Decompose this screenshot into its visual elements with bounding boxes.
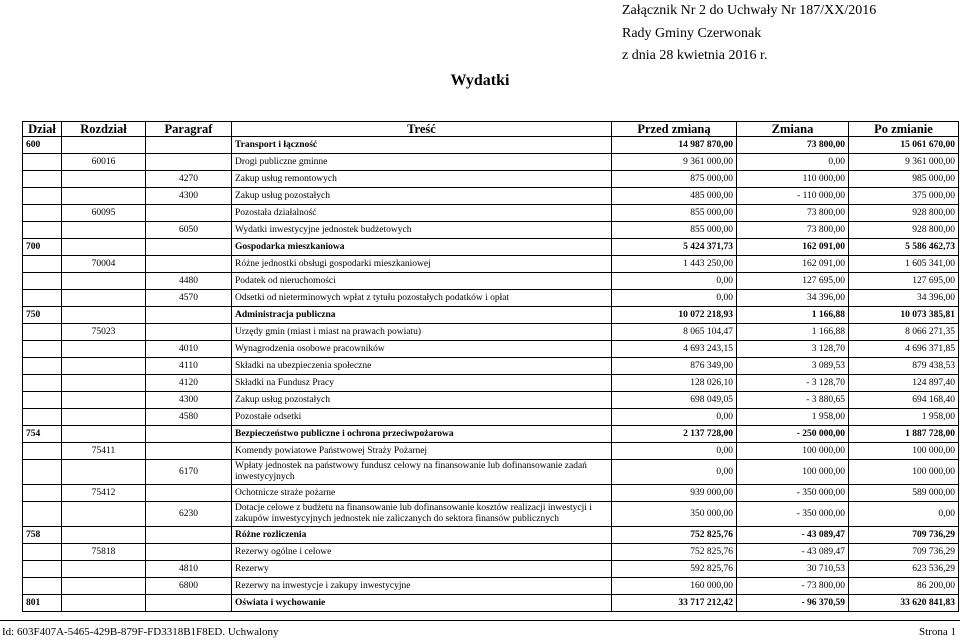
cell-rozdzial — [62, 290, 146, 307]
cell-po-zmianie: 709 736,29 — [849, 544, 959, 561]
cell-paragraf: 4120 — [146, 375, 232, 392]
table-row — [23, 273, 959, 290]
cell-tresc: Rezerwy — [232, 561, 612, 578]
cell-dzial — [23, 578, 62, 595]
cell-rozdzial: 70004 — [62, 256, 146, 273]
cell-dzial: 758 — [23, 527, 62, 544]
cell-przed-zmiana: 128 026,10 — [612, 375, 737, 392]
cell-przed-zmiana: 0,00 — [612, 460, 737, 485]
cell-paragraf: 4570 — [146, 290, 232, 307]
cell-dzial — [23, 460, 62, 485]
cell-rozdzial — [62, 392, 146, 409]
cell-przed-zmiana: 0,00 — [612, 290, 737, 307]
cell-zmiana: 0,00 — [737, 154, 849, 171]
cell-zmiana: 1 166,88 — [737, 324, 849, 341]
table-row — [23, 239, 959, 256]
cell-dzial — [23, 324, 62, 341]
cell-zmiana: - 250 000,00 — [737, 426, 849, 443]
cell-tresc: Drogi publiczne gminne — [232, 154, 612, 171]
cell-przed-zmiana: 592 825,76 — [612, 561, 737, 578]
cell-rozdzial — [62, 426, 146, 443]
cell-tresc: Pozostałe odsetki — [232, 409, 612, 426]
cell-przed-zmiana: 855 000,00 — [612, 222, 737, 239]
cell-dzial — [23, 290, 62, 307]
cell-po-zmianie: 1 958,00 — [849, 409, 959, 426]
cell-zmiana: 100 000,00 — [737, 443, 849, 460]
cell-zmiana: 162 091,00 — [737, 256, 849, 273]
cell-dzial: 700 — [23, 239, 62, 256]
cell-tresc: Zakup usług remontowych — [232, 171, 612, 188]
cell-rozdzial — [62, 307, 146, 324]
page-footer — [0, 620, 960, 638]
header-dzial: Dział — [23, 122, 62, 137]
cell-paragraf — [146, 426, 232, 443]
cell-zmiana: - 110 000,00 — [737, 188, 849, 205]
cell-po-zmianie: 879 438,53 — [849, 358, 959, 375]
cell-dzial: 750 — [23, 307, 62, 324]
cell-przed-zmiana: 1 443 250,00 — [612, 256, 737, 273]
header-rozdzial: Rozdział — [62, 122, 146, 137]
cell-dzial — [23, 222, 62, 239]
cell-rozdzial — [62, 561, 146, 578]
cell-dzial — [23, 544, 62, 561]
cell-paragraf: 4580 — [146, 409, 232, 426]
cell-po-zmianie: 124 897,40 — [849, 375, 959, 392]
cell-po-zmianie: 4 696 371,85 — [849, 341, 959, 358]
cell-tresc: Bezpieczeństwo publiczne i ochrona przeciwpożarowa — [232, 426, 612, 443]
cell-paragraf — [146, 307, 232, 324]
cell-po-zmianie: 1 605 341,00 — [849, 256, 959, 273]
cell-paragraf — [146, 485, 232, 502]
cell-zmiana: 3 128,70 — [737, 341, 849, 358]
cell-zmiana: 127 695,00 — [737, 273, 849, 290]
cell-tresc: Składki na ubezpieczenia społeczne — [232, 358, 612, 375]
cell-dzial — [23, 171, 62, 188]
header-zmiana: Zmiana — [737, 122, 849, 137]
cell-zmiana: - 350 000,00 — [737, 485, 849, 502]
cell-rozdzial — [62, 239, 146, 256]
cell-tresc: Oświata i wychowanie — [232, 595, 612, 612]
cell-dzial — [23, 443, 62, 460]
table-row — [23, 341, 959, 358]
cell-tresc: Rezerwy na inwestycje i zakupy inwestycyjne — [232, 578, 612, 595]
cell-rozdzial — [62, 595, 146, 612]
cell-paragraf: 4810 — [146, 561, 232, 578]
cell-po-zmianie: 589 000,00 — [849, 485, 959, 502]
cell-paragraf — [146, 154, 232, 171]
cell-rozdzial — [62, 171, 146, 188]
table-header-row — [23, 122, 959, 137]
cell-paragraf — [146, 595, 232, 612]
table-row — [23, 256, 959, 273]
cell-paragraf: 4270 — [146, 171, 232, 188]
cell-zmiana: - 3 880,65 — [737, 392, 849, 409]
cell-przed-zmiana: 0,00 — [612, 409, 737, 426]
cell-przed-zmiana: 160 000,00 — [612, 578, 737, 595]
table-row — [23, 460, 959, 485]
cell-po-zmianie: 100 000,00 — [849, 460, 959, 485]
cell-rozdzial — [62, 273, 146, 290]
cell-dzial: 600 — [23, 137, 62, 154]
cell-przed-zmiana: 2 137 728,00 — [612, 426, 737, 443]
cell-rozdzial: 75411 — [62, 443, 146, 460]
table-row — [23, 502, 959, 527]
cell-zmiana: 100 000,00 — [737, 460, 849, 485]
cell-paragraf — [146, 443, 232, 460]
cell-po-zmianie: 928 800,00 — [849, 205, 959, 222]
cell-rozdzial — [62, 341, 146, 358]
table-row — [23, 137, 959, 154]
cell-tresc: Wydatki inwestycyjne jednostek budżetowych — [232, 222, 612, 239]
cell-zmiana: - 43 089,47 — [737, 527, 849, 544]
cell-przed-zmiana: 9 361 000,00 — [612, 154, 737, 171]
table-row — [23, 485, 959, 502]
cell-dzial — [23, 561, 62, 578]
cell-przed-zmiana: 10 072 218,93 — [612, 307, 737, 324]
page-title: Wydatki — [450, 72, 510, 89]
cell-paragraf — [146, 205, 232, 222]
cell-rozdzial — [62, 222, 146, 239]
cell-rozdzial — [62, 188, 146, 205]
cell-rozdzial: 60095 — [62, 205, 146, 222]
table-row — [23, 375, 959, 392]
cell-tresc: Podatek od nieruchomości — [232, 273, 612, 290]
cell-po-zmianie: 33 620 841,83 — [849, 595, 959, 612]
cell-zmiana: 73 800,00 — [737, 137, 849, 154]
cell-po-zmianie: 694 168,40 — [849, 392, 959, 409]
cell-rozdzial — [62, 527, 146, 544]
cell-zmiana: 30 710,53 — [737, 561, 849, 578]
cell-rozdzial — [62, 375, 146, 392]
cell-paragraf — [146, 324, 232, 341]
cell-po-zmianie: 86 200,00 — [849, 578, 959, 595]
table-row — [23, 222, 959, 239]
cell-tresc: Rezerwy ogólne i celowe — [232, 544, 612, 561]
cell-przed-zmiana: 939 000,00 — [612, 485, 737, 502]
cell-zmiana: 3 089,53 — [737, 358, 849, 375]
table-row — [23, 544, 959, 561]
cell-tresc: Transport i łączność — [232, 137, 612, 154]
cell-tresc: Urzędy gmin (miast i miast na prawach powiatu) — [232, 324, 612, 341]
cell-dzial — [23, 154, 62, 171]
cell-rozdzial — [62, 502, 146, 527]
attachment-line-1: Załącznik Nr 2 do Uchwały Nr 187/XX/2016 — [622, 3, 877, 18]
cell-po-zmianie: 5 586 462,73 — [849, 239, 959, 256]
cell-tresc: Zakup usług pozostałych — [232, 188, 612, 205]
cell-dzial: 801 — [23, 595, 62, 612]
cell-rozdzial — [62, 409, 146, 426]
cell-po-zmianie: 1 887 728,00 — [849, 426, 959, 443]
cell-paragraf: 6230 — [146, 502, 232, 527]
cell-tresc: Dotacje celowe z budżetu na finansowanie lub dofinansowanie kosztów realizacji inwestycji i zakupów inwestycyjnych jednostek nie zaliczanych do sektora finansów publicznych — [232, 502, 612, 527]
cell-paragraf — [146, 544, 232, 561]
cell-po-zmianie: 34 396,00 — [849, 290, 959, 307]
cell-przed-zmiana: 8 065 104,47 — [612, 324, 737, 341]
cell-paragraf: 4480 — [146, 273, 232, 290]
cell-paragraf: 4010 — [146, 341, 232, 358]
attachment-header — [622, 0, 876, 68]
cell-po-zmianie: 985 000,00 — [849, 171, 959, 188]
cell-dzial — [23, 341, 62, 358]
attachment-line-3: z dnia 28 kwietnia 2016 r. — [622, 48, 768, 63]
cell-dzial — [23, 485, 62, 502]
cell-zmiana: - 43 089,47 — [737, 544, 849, 561]
cell-przed-zmiana: 0,00 — [612, 273, 737, 290]
cell-tresc: Gospodarka mieszkaniowa — [232, 239, 612, 256]
cell-dzial — [23, 273, 62, 290]
cell-po-zmianie: 127 695,00 — [849, 273, 959, 290]
cell-tresc: Składki na Fundusz Pracy — [232, 375, 612, 392]
cell-przed-zmiana: 875 000,00 — [612, 171, 737, 188]
cell-rozdzial — [62, 578, 146, 595]
header-tresc: Treść — [232, 122, 612, 137]
cell-po-zmianie: 10 073 385,81 — [849, 307, 959, 324]
cell-zmiana: - 96 370,59 — [737, 595, 849, 612]
cell-tresc: Pozostała działalność — [232, 205, 612, 222]
cell-paragraf: 4300 — [146, 392, 232, 409]
cell-rozdzial: 60016 — [62, 154, 146, 171]
cell-tresc: Ochotnicze straże pożarne — [232, 485, 612, 502]
cell-paragraf: 6050 — [146, 222, 232, 239]
document-id: Id: 603F407A-5465-429B-879F-FD3318B1F8ED. Uchwalony — [2, 626, 279, 638]
cell-po-zmianie: 0,00 — [849, 502, 959, 527]
header-paragraf: Paragraf — [146, 122, 232, 137]
cell-dzial — [23, 358, 62, 375]
cell-tresc: Różne jednostki obsługi gospodarki mieszkaniowej — [232, 256, 612, 273]
cell-po-zmianie: 623 536,29 — [849, 561, 959, 578]
cell-tresc: Różne rozliczenia — [232, 527, 612, 544]
cell-zmiana: 34 396,00 — [737, 290, 849, 307]
cell-tresc: Zakup usług pozostałych — [232, 392, 612, 409]
cell-zmiana: 1 166,88 — [737, 307, 849, 324]
cell-zmiana: 110 000,00 — [737, 171, 849, 188]
cell-po-zmianie: 928 800,00 — [849, 222, 959, 239]
cell-paragraf — [146, 239, 232, 256]
cell-przed-zmiana: 4 693 243,15 — [612, 341, 737, 358]
cell-paragraf: 4110 — [146, 358, 232, 375]
cell-dzial — [23, 205, 62, 222]
cell-tresc: Komendy powiatowe Państwowej Straży Pożarnej — [232, 443, 612, 460]
cell-przed-zmiana: 855 000,00 — [612, 205, 737, 222]
cell-dzial: 754 — [23, 426, 62, 443]
cell-paragraf: 6800 — [146, 578, 232, 595]
cell-zmiana: 73 800,00 — [737, 222, 849, 239]
cell-przed-zmiana: 350 000,00 — [612, 502, 737, 527]
cell-przed-zmiana: 752 825,76 — [612, 544, 737, 561]
cell-rozdzial — [62, 358, 146, 375]
table-row — [23, 426, 959, 443]
table-row — [23, 409, 959, 426]
cell-dzial — [23, 375, 62, 392]
cell-dzial — [23, 502, 62, 527]
table-body — [23, 137, 959, 612]
table-row — [23, 578, 959, 595]
cell-rozdzial: 75818 — [62, 544, 146, 561]
cell-zmiana: - 3 128,70 — [737, 375, 849, 392]
page-number: Strona 1 — [919, 626, 956, 638]
header-po-zmianie: Po zmianie — [849, 122, 959, 137]
cell-zmiana: 1 958,00 — [737, 409, 849, 426]
cell-paragraf: 6170 — [146, 460, 232, 485]
cell-paragraf — [146, 137, 232, 154]
cell-rozdzial — [62, 460, 146, 485]
table-row — [23, 307, 959, 324]
table-row — [23, 324, 959, 341]
table-row — [23, 290, 959, 307]
cell-przed-zmiana: 698 049,05 — [612, 392, 737, 409]
cell-paragraf — [146, 256, 232, 273]
cell-zmiana: 73 800,00 — [737, 205, 849, 222]
cell-dzial — [23, 256, 62, 273]
cell-przed-zmiana: 485 000,00 — [612, 188, 737, 205]
expenses-table — [22, 121, 959, 612]
cell-paragraf: 4300 — [146, 188, 232, 205]
table-row — [23, 358, 959, 375]
cell-tresc: Wynagrodzenia osobowe pracowników — [232, 341, 612, 358]
table-row — [23, 205, 959, 222]
cell-przed-zmiana: 5 424 371,73 — [612, 239, 737, 256]
cell-zmiana: - 73 800,00 — [737, 578, 849, 595]
cell-po-zmianie: 15 061 670,00 — [849, 137, 959, 154]
cell-paragraf — [146, 527, 232, 544]
cell-zmiana: 162 091,00 — [737, 239, 849, 256]
cell-przed-zmiana: 876 349,00 — [612, 358, 737, 375]
cell-rozdzial: 75023 — [62, 324, 146, 341]
cell-po-zmianie: 100 000,00 — [849, 443, 959, 460]
table-row — [23, 443, 959, 460]
cell-przed-zmiana: 33 717 212,42 — [612, 595, 737, 612]
cell-tresc: Administracja publiczna — [232, 307, 612, 324]
header-przed-zmiana: Przed zmianą — [612, 122, 737, 137]
cell-przed-zmiana: 752 825,76 — [612, 527, 737, 544]
cell-rozdzial — [62, 137, 146, 154]
cell-przed-zmiana: 0,00 — [612, 443, 737, 460]
attachment-line-2: Rady Gminy Czerwonak — [622, 25, 762, 41]
cell-rozdzial: 75412 — [62, 485, 146, 502]
cell-dzial — [23, 392, 62, 409]
cell-po-zmianie: 709 736,29 — [849, 527, 959, 544]
table-row — [23, 561, 959, 578]
table-row — [23, 392, 959, 409]
cell-tresc: Wpłaty jednostek na państwowy fundusz celowy na finansowanie lub dofinansowanie zadań inwestycyjnych — [232, 460, 612, 485]
table-row — [23, 188, 959, 205]
cell-zmiana: - 350 000,00 — [737, 502, 849, 527]
cell-dzial — [23, 409, 62, 426]
cell-dzial — [23, 188, 62, 205]
table-row — [23, 154, 959, 171]
cell-po-zmianie: 8 066 271,35 — [849, 324, 959, 341]
cell-przed-zmiana: 14 987 870,00 — [612, 137, 737, 154]
cell-po-zmianie: 375 000,00 — [849, 188, 959, 205]
table-row — [23, 595, 959, 612]
table-row — [23, 171, 959, 188]
cell-po-zmianie: 9 361 000,00 — [849, 154, 959, 171]
cell-tresc: Odsetki od nieterminowych wpłat z tytułu pozostałych podatków i opłat — [232, 290, 612, 307]
table-row — [23, 527, 959, 544]
